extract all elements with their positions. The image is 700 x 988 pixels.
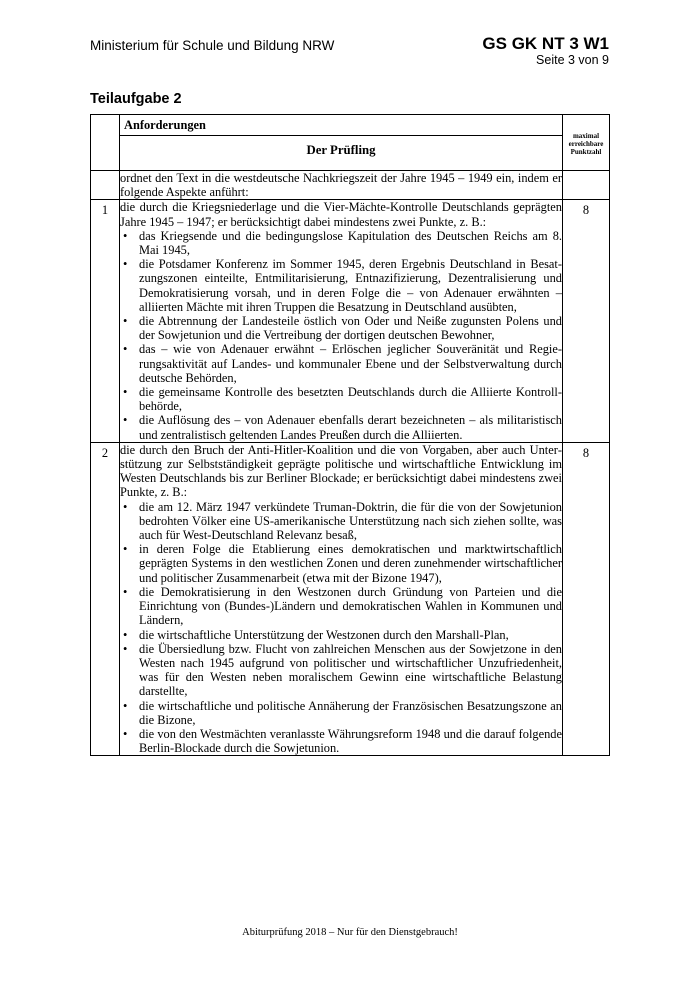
- table-row: [91, 200, 610, 442]
- page-number: Seite 3 von 9: [536, 53, 609, 67]
- row-points: 8: [563, 442, 610, 755]
- bullet-item: • die Abtrennung der Landesteile östlich von Oder und Neiße zugunsten Polens und der Sowjetunion und die Vertreibung der dortigen deutschen Bewohner,: [120, 314, 562, 342]
- ministry-name: Ministerium für Schule und Bildung NRW: [90, 38, 335, 53]
- requirements-header-cell: [120, 115, 563, 171]
- row-content: [120, 200, 563, 442]
- bullet-item: • das – wie von Adenauer erwähnt – Erlöschen jeglicher Souveränität und Regierungsaktivität auf Landes- und kommunaler Ebene und der Selbstverwaltung durch deutsche Behörden,: [120, 342, 562, 385]
- bullet-item: • die von den Westmächten veranlasste Währungsreform 1948 und die darauf folgende Berlin-Blockade durch die Sowjetunion.: [120, 727, 562, 755]
- requirements-table: [90, 114, 610, 756]
- bullet-list: [120, 229, 562, 442]
- intro-row: [91, 171, 610, 200]
- intro-points-cell: [563, 171, 610, 200]
- bullet-item: • die wirtschaftliche Unterstützung der Westzonen durch den Marshall-Plan,: [120, 628, 562, 642]
- intro-text: ordnet den Text in die westdeutsche Nachkriegszeit der Jahre 1945 – 1949 ein, indem er folgende Aspekte anführt:: [120, 171, 562, 200]
- row-text: die durch die Kriegsniederlage und die Vier-Mächte-Kontrolle Deutschlands geprägten Jahre 1945 – 1947; er berücksichtigt dabei mindestens zwei Punkte, z. B.:: [120, 200, 562, 229]
- points-header: [563, 115, 610, 171]
- bullet-item: • die Auflösung des – von Adenauer ebenfalls derart bezeichneten – als militaristisch und zentralistisch geltenden Landes Preußen durch die Alliierten.: [120, 413, 562, 441]
- intro-number-cell: [91, 171, 120, 200]
- row-number: 2: [91, 442, 120, 755]
- bullet-item: • in deren Folge die Etablierung eines demokratischen und marktwirtschaftlich geprägten Systems in den westlichen Zonen und deren zunehmender wirtschaftlicher und politischer Zusammenarbeit (etwa mit der Bizone 1947),: [120, 542, 562, 585]
- document-header: [482, 34, 609, 68]
- exam-code: GS GK NT 3 W1: [482, 34, 609, 53]
- row-number: 1: [91, 200, 120, 442]
- bullet-item: • das Kriegsende und die bedingungslose Kapitulation des Deutschen Reichs am 8. Mai 1945,: [120, 229, 562, 257]
- bullet-item: • die Potsdamer Konferenz im Sommer 1945, deren Ergebnis Deutschland in Besatzungszonen einteilte, Entmilitarisierung, Entnazifizierung, Dezentralisierung und Demokratisierung vorsah, und in deren Folge die – von Adenauer erwähnten – alliierten Mächte mit ihren Truppen die Besatzung in Deutschland ausübten,: [120, 257, 562, 314]
- row-content: [120, 442, 563, 755]
- footer-note: Abiturprüfung 2018 – Nur für den Dienstgebrauch!: [242, 927, 458, 938]
- bullet-list: [120, 500, 562, 756]
- bullet-item: • die gemeinsame Kontrolle des besetzten Deutschlands durch die Alliierte Kontrollbehörde,: [120, 385, 562, 413]
- number-header-cell: [91, 115, 120, 171]
- bullet-item: • die Übersiedlung bzw. Flucht von zahlreichen Menschen aus der Sowjetzone in den Westen nach 1945 aufgrund von politischer und wirtschaftlicher Unzufriedenheit, was für den Westen neben moralischem Gewinn eine wirtschaftliche Belastung darstellte,: [120, 642, 562, 699]
- subject-header: Der Prüfling: [306, 143, 376, 157]
- section-title: Teilaufgabe 2: [90, 91, 182, 107]
- bullet-item: • die am 12. März 1947 verkündete Truman-Doktrin, die für die von der Sowjetunion bedrohten Völker eine US-amerikanische Unterstützung nach sich ziehen sollte, was auch für West-Deutschland Relevanz besaß,: [120, 500, 562, 543]
- bullet-item: • die Demokratisierung in den Westzonen durch Gründung von Parteien und die Einrichtung von (Bundes-)Ländern und demokratischen Wahlen in Kommunen und Ländern,: [120, 585, 562, 628]
- points-header-line: erreichbare: [568, 140, 604, 148]
- table-row: [91, 442, 610, 755]
- row-points: 8: [563, 200, 610, 442]
- row-text: die durch den Bruch der Anti-Hitler-Koalition und die von Vorgaben, aber auch Unterstützung zur Selbstständigkeit geprägte politische und wirtschaftliche Entwicklung im Westen Deutschlands bis zur Berliner Blockade; er berücksichtigt dabei mindestens zwei Punkte, z. B.:: [120, 442, 562, 500]
- requirements-header: Anforderungen: [120, 115, 562, 136]
- points-header-line: maximal: [572, 132, 600, 140]
- bullet-item: • die wirtschaftliche und politische Annäherung der Französischen Besatzungszone an die Bizone,: [120, 699, 562, 727]
- table-header-row: [91, 115, 610, 171]
- points-header-line: Punktzahl: [570, 148, 602, 156]
